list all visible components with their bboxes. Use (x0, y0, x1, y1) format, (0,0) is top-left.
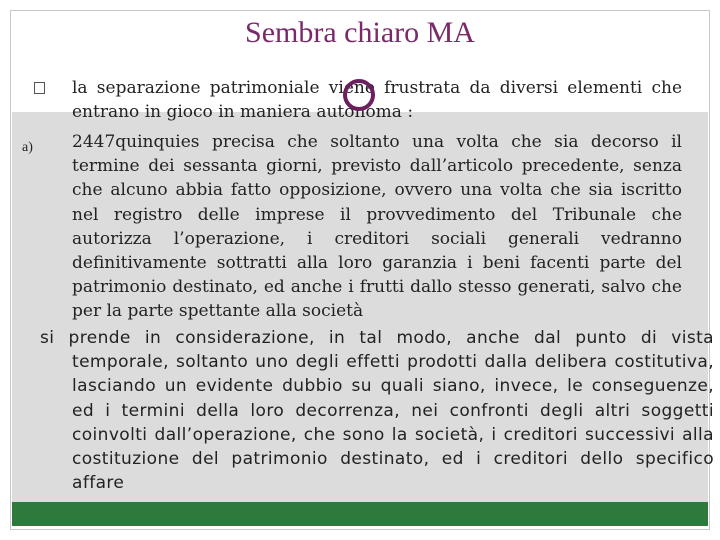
circle-annotation-icon (343, 79, 375, 111)
slide-title: Sembra chiaro MA (245, 16, 475, 49)
conclusion-paragraph: si prende in considerazione, in tal modo, anche dal punto di vista temporale, soltanto uno degli effetti prodotti dalla delibera costitutiva, lasciando un evidente dubbio su quali siano, invece, le conseguenze, ed i termini della loro decorrenza, nei confronti degli altri soggetti coinvolti dall’operazione, che sono la società, i creditori successivi alla costituzione del patrimonio destinato, ed i creditori dello specifico affare (40, 328, 714, 494)
bullet-paragraph: la separazione patrimoniale viene frustrata da diversi elementi che entrano in gioco in maniera autonoma : (72, 78, 682, 122)
item-a-label: a) (22, 140, 33, 155)
footer-bar (12, 502, 708, 526)
bullet-square-icon (34, 82, 45, 94)
item-a-paragraph: 2447quinquies precisa che soltanto una volta che sia decorso il termine dei sessanta giorni, previsto dall’articolo precedente, senza che alcuno abbia fatto opposizione, ovvero una volta che sia iscritto nel registro delle imprese il provvedimento del Tribunale che autorizza l’operazione, i creditori sociali generali vedranno definitivamente sottratti alla loro garanzia i beni facenti parte del patrimonio destinato, ed anche i frutti dallo stesso generati, salvo che per la parte spettante alla società (72, 132, 682, 322)
